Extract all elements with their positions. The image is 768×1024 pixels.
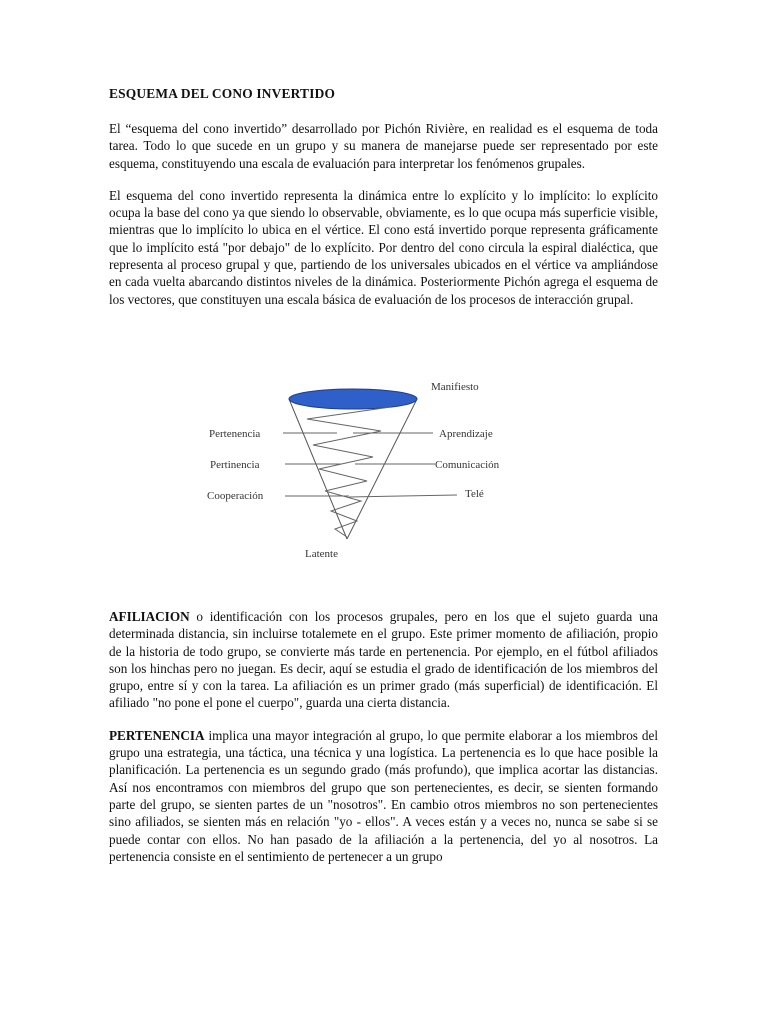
pertenencia-text: implica una mayor integración al grupo, lo que permite elaborar a los miembros del grupo una estrategia, una táctica, una técnica y una logística. La pertenencia es lo que hace posible la planificación. La pertenencia es un segundo grado (más profundo), que implica acortar las distancias. Así nos encontramos con miembros del grupo que son pertenecientes, es decir, se sienten formando parte del grupo, se sienten partes de un "nosotros". En cambio otros miembros no son pertenecientes sino afiliados, se sienten más en relación "yo - ellos". A veces están y a veces no, nunca se sabe si se puede contar con ellos. No han pasado de la afiliación a la pertenencia, del yo al nosotros. La pertenencia consiste en el sentimiento de pertenecer a un grupo: [109, 727, 658, 864]
paragraph-pertenencia: [109, 727, 658, 865]
cone-left-side: [289, 399, 347, 539]
paragraph-description: El esquema del cono invertido representa la dinámica entre lo explícito y lo implícito: lo explícito ocupa la base del cono ya que siendo lo observable, obviamente, es lo que ocupa más superficie visible, mientras que lo implícito lo ubica en el vértice. El cono está invertido porque representa gráficamente que lo implícito está "por debajo" de lo explícito. Por dentro del cono circula la espiral dialéctica, que representa al proceso grupal y que, partiendo de los universales ubicados en el vértice va ampliándose en cada vuelta abarcando distintos niveles de la dinámica. Posteriormente Pichón agrega el esquema de los vectores, que constituyen una escala básica de evaluación de los procesos de interacción grupal.: [109, 187, 658, 307]
label-aprendizaje: Aprendizaje: [439, 427, 493, 440]
cone-svg: [109, 345, 658, 580]
label-comunicacion: Comunicación: [435, 458, 500, 471]
label-pertenencia: Pertenencia: [209, 427, 261, 440]
document-page: [109, 86, 658, 880]
cone-right-side: [347, 399, 417, 539]
paragraph-intro: El “esquema del cono invertido” desarrollado por Pichón Rivière, en realidad es el esquema de toda tarea. Todo lo que sucede en un grupo y su manera de manejarse puede ser representado por este esquema, constituyendo una escala de evaluación para interpretar los fenómenos grupales.: [109, 121, 658, 171]
term-pertenencia: PERTENENCIA: [109, 727, 205, 743]
inverted-cone-diagram: [109, 345, 658, 580]
label-cooperacion: Cooperación: [207, 489, 264, 502]
level-line-tele: [349, 495, 457, 497]
label-tele: Telé: [465, 487, 484, 500]
cone-base-ellipse: [289, 389, 417, 409]
term-afiliacion: AFILIACION: [109, 608, 190, 624]
label-manifiesto: Manifiesto: [431, 380, 479, 393]
label-pertinencia: Pertinencia: [210, 458, 260, 471]
document-title: ESQUEMA DEL CONO INVERTIDO: [109, 86, 336, 101]
paragraph-afiliacion: [109, 608, 658, 712]
label-latente: Latente: [305, 547, 338, 560]
afiliacion-text: o identificación con los procesos grupales, pero en los que el sujeto guarda una determinada distancia, sin incluirse totalemete en el grupo. Este primer momento de afiliación, propio de la historia de todo grupo, se convierte más tarde en pertenencia. Por ejemplo, en el fútbol afiliados son los hinchas pero no juegan. Es decir, aquí se estudia el grado de identificación de los miembros del grupo, entre sí y con la tarea. La afiliación es un primer grado (más superficial) de identificación. El afiliado "no pone el pone el cuerpo", guarda una cierta distancia.: [109, 608, 658, 711]
